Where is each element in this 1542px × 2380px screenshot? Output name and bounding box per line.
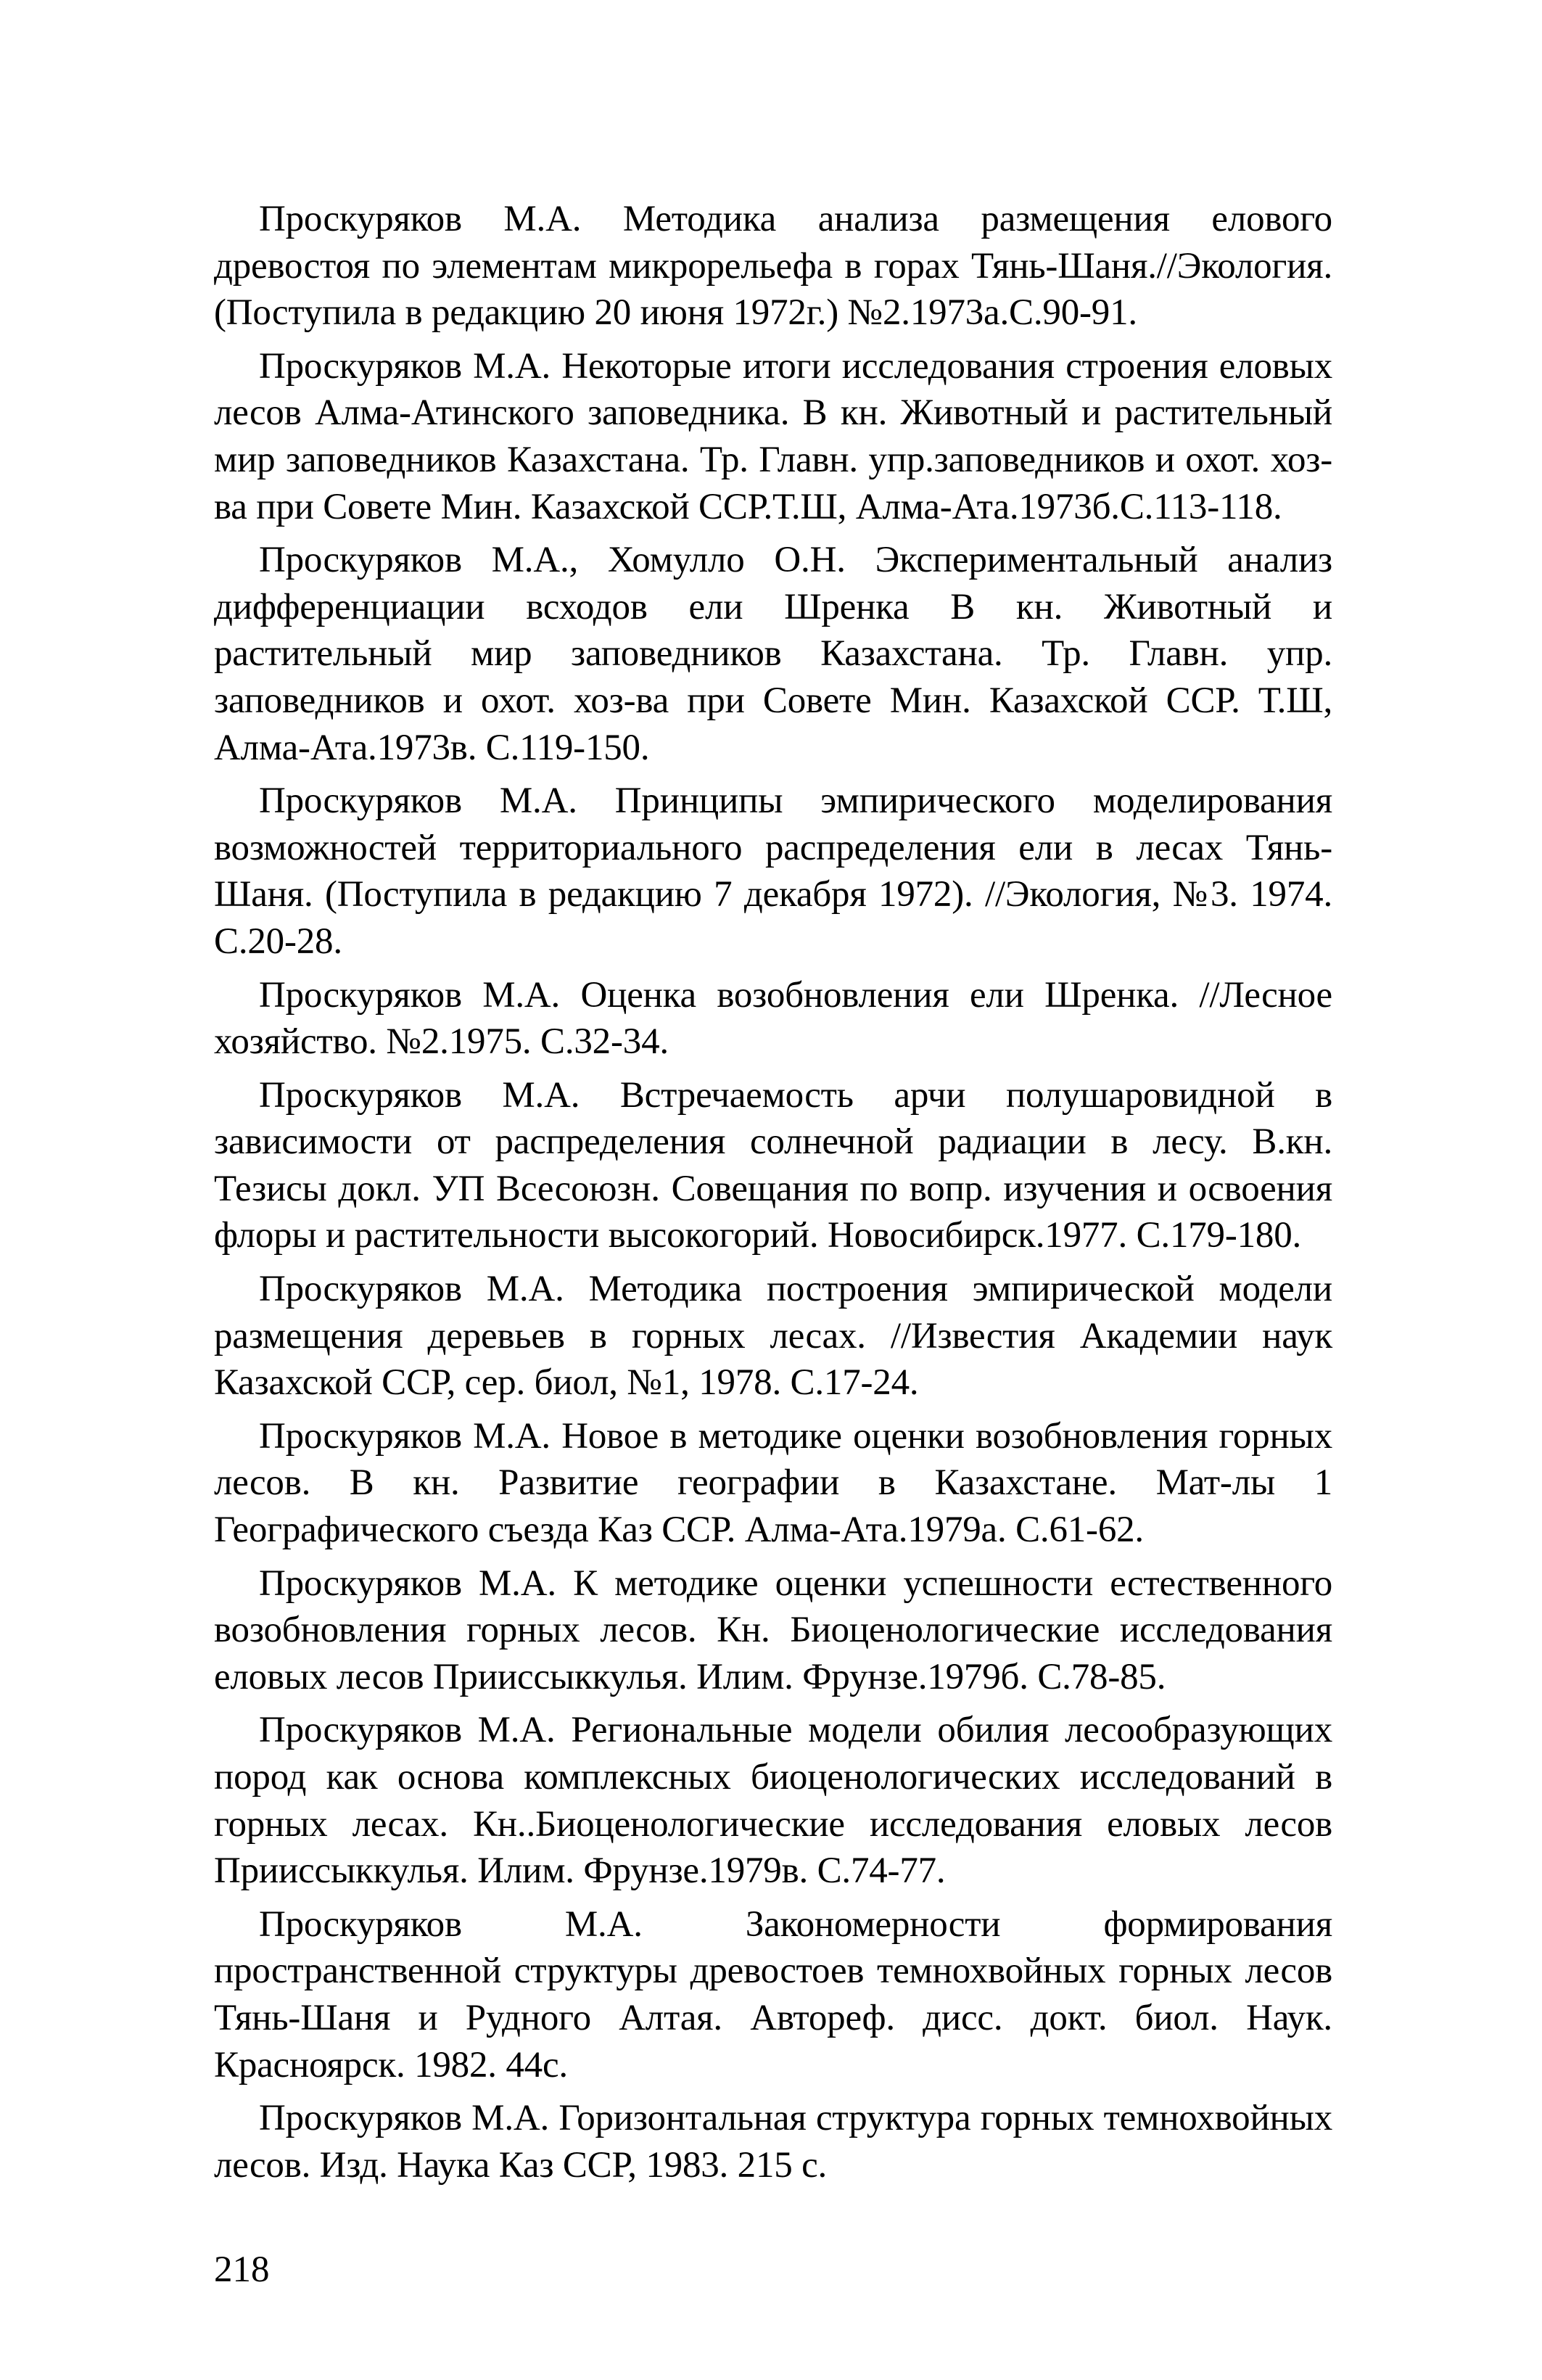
reference-entry: Проскуряков М.А. Принципы эмпирического моделирования возможностей территориального распределения ели в лесах Тянь-Шаня. (Поступила в редакцию 7 декабря 1972). //Экология, №3. 1974. С.20-28.: [214, 781, 1332, 962]
page-number: 218: [214, 2249, 270, 2291]
reference-entry: Проскуряков М.А. Встречаемость арчи полушаровидной в зависимости от распределения солнечной радиации в лесу. В.кн. Тезисы докл. УП Всесоюзн. Совещания по вопр. изучения и освоения флоры и растительности высокогорий. Новосибирск.1977. С.179-180.: [214, 1074, 1332, 1256]
reference-entry: Проскуряков М.А., Хомулло О.Н. Экспериментальный анализ дифференциации всходов ели Шренка В кн. Животный и растительный мир заповедников Казахстана. Тр. Главн. упр. заповедников и охот. хоз-ва при Совете Мин. Казахской ССР. Т.Ш, Алма-Ата.1973в. С.119-150.: [214, 540, 1332, 768]
reference-entry: Проскуряков М.А. Закономерности формирования пространственной структуры древостоев темнохвойных горных лесов Тянь-Шаня и Рудного Алтая. Автореф. дисс. докт. биол. Наук. Красноярск. 1982. 44с.: [214, 1903, 1332, 2085]
reference-entry: Проскуряков М.А. Новое в методике оценки возобновления горных лесов. В кн. Развитие географии в Казахстане. Мат-лы 1 Географического съезда Каз ССР. Алма-Ата.1979а. С.61-62.: [214, 1415, 1332, 1551]
bibliography: [214, 196, 1332, 2188]
reference-entry: Проскуряков М.А. Региональные модели обилия лесообразующих пород как основа комплексных биоценологических исследований в горных лесах. Кн..Биоценологические исследования еловых лесов Приисcыккулья. Илим. Фрунзе.1979в. С.74-77.: [214, 1710, 1332, 1892]
reference-entry: Проскуряков М.А. Методика анализа размещения елового древостоя по элементам микрорельефа в горах Тянь-Шаня.//Экология. (Поступила в редакцию 20 июня 1972г.) №2.1973а.С.90-91.: [214, 199, 1332, 334]
reference-entry: Проскуряков М.А. Горизонтальная структура горных темнохвойных лесов. Изд. Наука Каз ССР, 1983. 215 с.: [214, 2098, 1332, 2186]
reference-entry: Проскуряков М.А. Оценка возобновления ели Шренка. //Лесное хозяйство. №2.1975. С.32-34.: [214, 974, 1332, 1063]
reference-entry: Проскуряков М.А. Некоторые итоги исследования строения еловых лесов Алма-Атинского заповедника. В кн. Животный и растительный мир заповедников Казахстана. Тр. Главн. упр.заповедников и охот. хоз-ва при Совете Мин. Казахской ССР.Т.Ш, Алма-Ата.1973б.С.113-118.: [214, 345, 1332, 527]
reference-entry: Проскуряков М.А. К методике оценки успешности естественного возобновления горных лесов. Кн. Биоценологические исследования еловых лесов Приисcыккулья. Илим. Фрунзе.1979б. С.78-85.: [214, 1562, 1332, 1697]
page-body: [214, 0, 1332, 2380]
reference-entry: Проскуряков М.А. Методика построения эмпирической модели размещения деревьев в горных лесах. //Известия Академии наук Казахской ССР, сер. биол, №1, 1978. С.17-24.: [214, 1269, 1332, 1404]
